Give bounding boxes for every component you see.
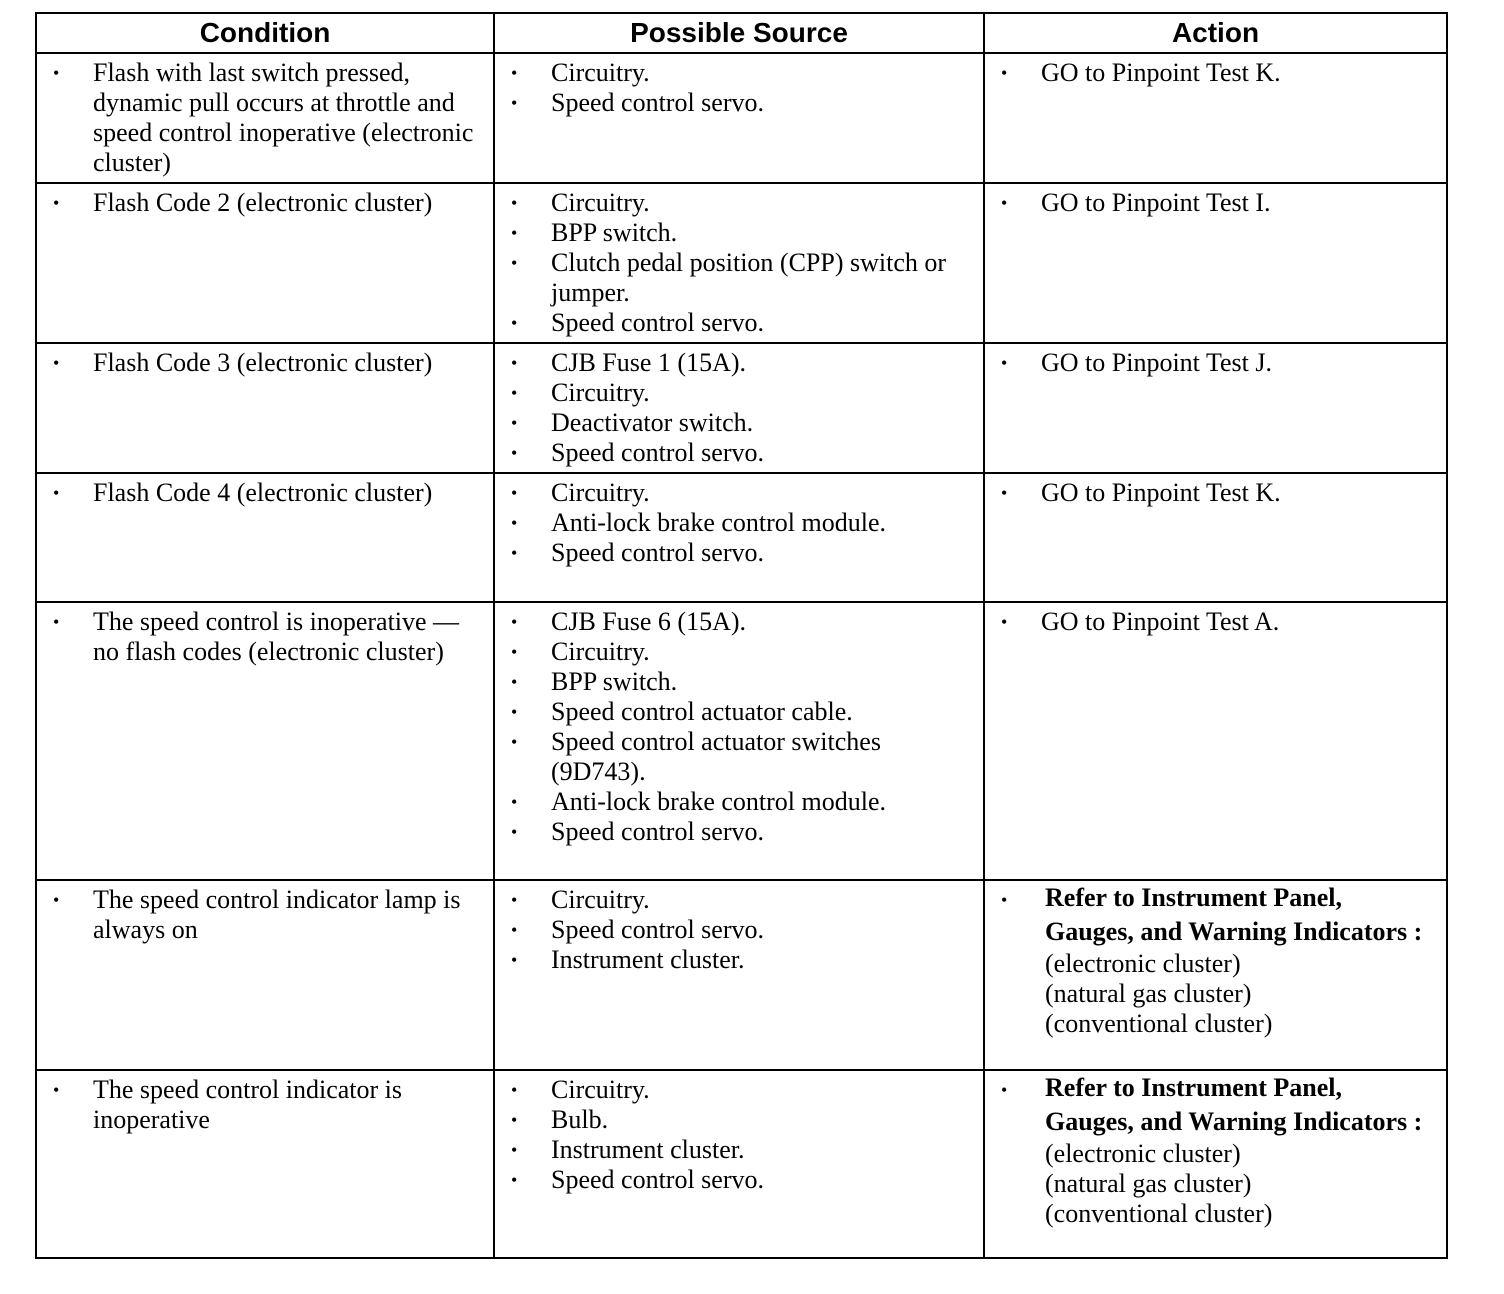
source-cell	[494, 53, 984, 183]
action-sub-item: (conventional cluster)	[1045, 1009, 1273, 1038]
bullet-icon: •	[511, 63, 518, 83]
source-item	[495, 885, 973, 915]
bullet-icon: •	[511, 792, 518, 812]
bullet-icon: •	[511, 642, 518, 662]
action-cell	[984, 343, 1447, 473]
diagnosis-table	[35, 12, 1448, 1259]
source-item	[495, 915, 973, 945]
source-item	[495, 478, 973, 508]
bullet-icon: •	[53, 612, 60, 632]
source-cell	[494, 1070, 984, 1258]
action-item-text: GO to Pinpoint Test A.	[1041, 607, 1280, 636]
source-item	[495, 787, 973, 817]
action-item	[985, 881, 1436, 1039]
source-item	[495, 308, 973, 338]
source-item	[495, 58, 973, 88]
source-item-text: Speed control servo.	[551, 438, 765, 467]
source-item-text: Speed control servo.	[551, 308, 765, 337]
action-sub-item: (electronic cluster)	[1045, 949, 1241, 978]
source-item	[495, 438, 973, 468]
action-item-text: GO to Pinpoint Test I.	[1041, 188, 1271, 217]
action-item	[985, 478, 1436, 508]
source-item-text: Circuitry.	[551, 378, 650, 407]
source-cell	[494, 183, 984, 343]
source-item-text: BPP switch.	[551, 218, 678, 247]
source-item	[495, 408, 973, 438]
action-sub-item: (electronic cluster)	[1045, 1139, 1241, 1168]
bullet-icon: •	[511, 732, 518, 752]
source-item	[495, 667, 973, 697]
source-item-text: Circuitry.	[551, 478, 650, 507]
bullet-icon: •	[511, 612, 518, 632]
source-item	[495, 637, 973, 667]
action-sub-item: (conventional cluster)	[1045, 1199, 1273, 1228]
condition-item-text: Flash Code 2 (electronic cluster)	[93, 188, 433, 217]
action-item-text	[1045, 1071, 1436, 1229]
source-item	[495, 218, 973, 248]
source-item-text: Circuitry.	[551, 885, 650, 914]
bullet-icon: •	[511, 353, 518, 373]
bullet-icon: •	[1001, 890, 1008, 910]
source-item-text: BPP switch.	[551, 667, 678, 696]
action-item	[985, 348, 1436, 378]
source-item-text: Circuitry.	[551, 1075, 650, 1104]
source-item	[495, 348, 973, 378]
source-item-text: CJB Fuse 1 (15A).	[551, 348, 747, 377]
source-cell	[494, 343, 984, 473]
bullet-icon: •	[1001, 1080, 1008, 1100]
action-sub-item: (natural gas cluster)	[1045, 979, 1252, 1008]
source-item-text: Circuitry.	[551, 188, 650, 217]
bullet-icon: •	[511, 1080, 518, 1100]
condition-item	[37, 58, 483, 178]
source-item	[495, 817, 973, 847]
action-cell	[984, 53, 1447, 183]
condition-cell	[36, 880, 494, 1070]
source-item-text: Speed control servo.	[551, 88, 765, 117]
bullet-icon: •	[53, 193, 60, 213]
source-item-text: Speed control servo.	[551, 1165, 765, 1194]
bullet-icon: •	[1001, 353, 1008, 373]
condition-item-text: Flash Code 4 (electronic cluster)	[93, 478, 433, 507]
action-cell	[984, 880, 1447, 1070]
bullet-icon: •	[1001, 63, 1008, 83]
source-item	[495, 1105, 973, 1135]
bullet-icon: •	[511, 1110, 518, 1130]
condition-item-text: Flash with last switch pressed, dynamic pull occurs at throttle and speed control inoperative (electronic cluster)	[93, 58, 474, 177]
source-item-text: Bulb.	[551, 1105, 609, 1134]
bullet-icon: •	[1001, 483, 1008, 503]
source-item-text: Anti-lock brake control module.	[551, 787, 887, 816]
source-item-text: Speed control servo.	[551, 817, 765, 846]
source-cell	[494, 473, 984, 602]
table-row	[36, 343, 1447, 473]
source-item-text: Instrument cluster.	[551, 1135, 745, 1164]
source-item	[495, 697, 973, 727]
source-item	[495, 378, 973, 408]
action-cell	[984, 1070, 1447, 1258]
source-cell	[494, 602, 984, 880]
bullet-icon: •	[511, 443, 518, 463]
action-sub-item: (natural gas cluster)	[1045, 1169, 1252, 1198]
bullet-icon: •	[53, 1080, 60, 1100]
bullet-icon: •	[511, 672, 518, 692]
source-item	[495, 508, 973, 538]
action-cell	[984, 473, 1447, 602]
action-item-text: GO to Pinpoint Test K.	[1041, 58, 1281, 87]
action-cell	[984, 602, 1447, 880]
source-item	[495, 188, 973, 218]
bullet-icon: •	[511, 890, 518, 910]
action-item-text: GO to Pinpoint Test J.	[1041, 348, 1273, 377]
bullet-icon: •	[53, 63, 60, 83]
condition-item-text: The speed control indicator is inoperative	[93, 1075, 403, 1134]
condition-item-text: The speed control is inoperative — no flash codes (electronic cluster)	[93, 607, 460, 666]
source-item	[495, 1075, 973, 1105]
source-item	[495, 538, 973, 568]
source-cell	[494, 880, 984, 1070]
condition-cell	[36, 1070, 494, 1258]
table-row	[36, 473, 1447, 602]
action-item	[985, 607, 1436, 637]
condition-item	[37, 885, 483, 945]
bullet-icon: •	[511, 822, 518, 842]
table-row	[36, 183, 1447, 343]
condition-item-text: The speed control indicator lamp is always on	[93, 885, 461, 944]
bullet-icon: •	[1001, 612, 1008, 632]
table-row	[36, 880, 1447, 1070]
source-item-text: Clutch pedal position (CPP) switch or jumper.	[551, 248, 947, 307]
bullet-icon: •	[511, 313, 518, 333]
action-item	[985, 58, 1436, 88]
condition-item	[37, 1075, 483, 1135]
bullet-icon: •	[511, 483, 518, 503]
header-possible-source: Possible Source	[494, 13, 984, 53]
action-item-text	[1045, 881, 1436, 1039]
condition-cell	[36, 183, 494, 343]
condition-cell	[36, 602, 494, 880]
table-row	[36, 1070, 1447, 1258]
condition-cell	[36, 343, 494, 473]
bullet-icon: •	[511, 193, 518, 213]
source-item-text: Speed control servo.	[551, 915, 765, 944]
bullet-icon: •	[53, 890, 60, 910]
action-reference: Refer to Instrument Panel, Gauges, and Warning Indicators :	[1045, 883, 1423, 946]
bullet-icon: •	[511, 93, 518, 113]
source-item-text: Speed control servo.	[551, 538, 765, 567]
source-item	[495, 1165, 973, 1195]
source-item	[495, 1135, 973, 1165]
bullet-icon: •	[511, 702, 518, 722]
action-item-text: GO to Pinpoint Test K.	[1041, 478, 1281, 507]
table-row	[36, 53, 1447, 183]
source-item-text: Circuitry.	[551, 637, 650, 666]
header-action: Action	[984, 13, 1447, 53]
condition-item	[37, 607, 483, 667]
action-item	[985, 188, 1436, 218]
source-item-text: Deactivator switch.	[551, 408, 754, 437]
bullet-icon: •	[511, 253, 518, 273]
bullet-icon: •	[511, 543, 518, 563]
bullet-icon: •	[511, 950, 518, 970]
action-reference: Refer to Instrument Panel, Gauges, and Warning Indicators :	[1045, 1073, 1423, 1136]
source-item	[495, 727, 973, 787]
condition-item	[37, 348, 483, 378]
condition-item-text: Flash Code 3 (electronic cluster)	[93, 348, 433, 377]
bullet-icon: •	[511, 920, 518, 940]
bullet-icon: •	[511, 513, 518, 533]
action-item	[985, 1071, 1436, 1229]
bullet-icon: •	[53, 483, 60, 503]
table-row	[36, 602, 1447, 880]
condition-cell	[36, 53, 494, 183]
source-item-text: CJB Fuse 6 (15A).	[551, 607, 747, 636]
condition-item	[37, 478, 483, 508]
bullet-icon: •	[511, 223, 518, 243]
condition-cell	[36, 473, 494, 602]
bullet-icon: •	[1001, 193, 1008, 213]
source-item-text: Instrument cluster.	[551, 945, 745, 974]
header-row	[36, 13, 1447, 53]
action-cell	[984, 183, 1447, 343]
condition-item	[37, 188, 483, 218]
source-item	[495, 945, 973, 975]
source-item	[495, 248, 973, 308]
bullet-icon: •	[53, 353, 60, 373]
header-condition: Condition	[36, 13, 494, 53]
source-item-text: Speed control actuator cable.	[551, 697, 853, 726]
source-item	[495, 607, 973, 637]
bullet-icon: •	[511, 1170, 518, 1190]
bullet-icon: •	[511, 383, 518, 403]
source-item	[495, 88, 973, 118]
source-item-text: Anti-lock brake control module.	[551, 508, 887, 537]
source-item-text: Speed control actuator switches (9D743).	[551, 727, 881, 786]
bullet-icon: •	[511, 1140, 518, 1160]
bullet-icon: •	[511, 413, 518, 433]
source-item-text: Circuitry.	[551, 58, 650, 87]
